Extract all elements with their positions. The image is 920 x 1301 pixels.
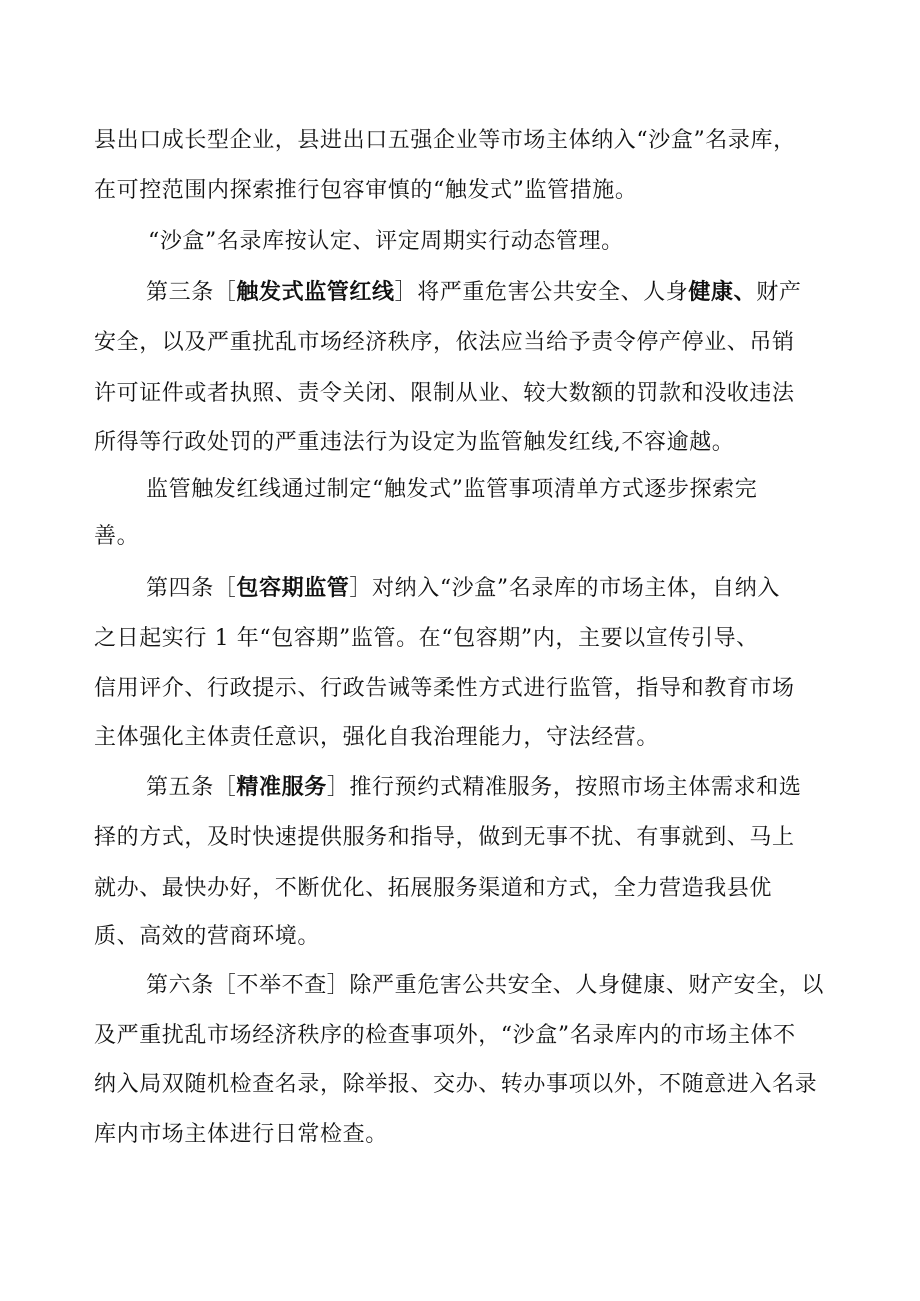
article-3-prefix: 第三条［ — [146, 280, 237, 305]
text-line: 质、高效的营商环境。 — [94, 924, 321, 949]
text-line: 所得等行政处罚的严重违法行为设定为监管触发红线,不容逾越。 — [94, 430, 735, 455]
article-4-title: 包容期监管 — [236, 576, 350, 601]
text-line: 信用评介、行政提示、行政告诫等柔性方式进行监管，指导和教育市场 — [94, 676, 795, 701]
text-line: 之日起实行 1 年“包容期”监管。在“包容期”内，主要以宣传引导、 — [94, 626, 759, 651]
text-line: 监管触发红线通过制定“触发式”监管事项清单方式逐步探索完 — [146, 477, 758, 502]
text-line: 纳入局双随机检查名录，除举报、交办、转办事项以外，不随意进入名录 — [94, 1072, 818, 1097]
article-5-title: 精准服务 — [236, 775, 327, 800]
text-line: 主体强化主体责任意识，强化自我治理能力，守法经营。 — [94, 725, 660, 750]
article-5-prefix: 第五条［ — [146, 775, 237, 800]
article-3-text-end: 财产 — [756, 280, 802, 305]
text-line: 就办、最快办好，不断优化、拓展服务渠道和方式，全力营造我县优 — [94, 876, 773, 901]
article-3-title: 触发式监管红线 — [236, 280, 395, 305]
text-line: 在可控范围内探索推行包容审慎的“触发式”监管措施。 — [94, 178, 638, 203]
text-line: 县出口成长型企业，县进出口五强企业等市场主体纳入“沙盒”名录库， — [94, 128, 796, 153]
article-5-text: ］推行预约式精准服务，按照市场主体需求和选 — [326, 775, 802, 800]
article-3-heading-line — [146, 278, 801, 308]
text-line: 库内市场主体进行日常检查。 — [94, 1122, 388, 1147]
article-3-text: ］将严重危害公共安全、人身 — [394, 280, 689, 305]
text-line: “沙盒”名录库按认定、评定周期实行动态管理。 — [148, 229, 624, 254]
article-5-heading-line — [146, 773, 801, 803]
text-line: 及严重扰乱市场经济秩序的检查事项外，“沙盒”名录库内的市场主体不 — [94, 1023, 796, 1048]
article-6-heading-line: 第六条［不举不查］除严重危害公共安全、人身健康、财产安全，以 — [146, 973, 825, 998]
article-4-prefix: 第四条［ — [146, 576, 237, 601]
article-4-text: ］对纳入“沙盒”名录库的市场主体，自纳入 — [349, 576, 780, 601]
article-4-heading-line — [146, 574, 780, 604]
text-line: 善。 — [94, 524, 140, 549]
article-3-bold-text: 健康、 — [688, 280, 757, 305]
text-line: 许可证件或者执照、责令关闭、限制从业、较大数额的罚款和没收违法 — [94, 381, 795, 406]
text-line: 择的方式，及时快速提供服务和指导，做到无事不扰、有事就到、马上 — [94, 825, 795, 850]
text-line: 安全，以及严重扰乱市场经济秩序，依法应当给予责令停产停业、吊销 — [94, 330, 795, 355]
